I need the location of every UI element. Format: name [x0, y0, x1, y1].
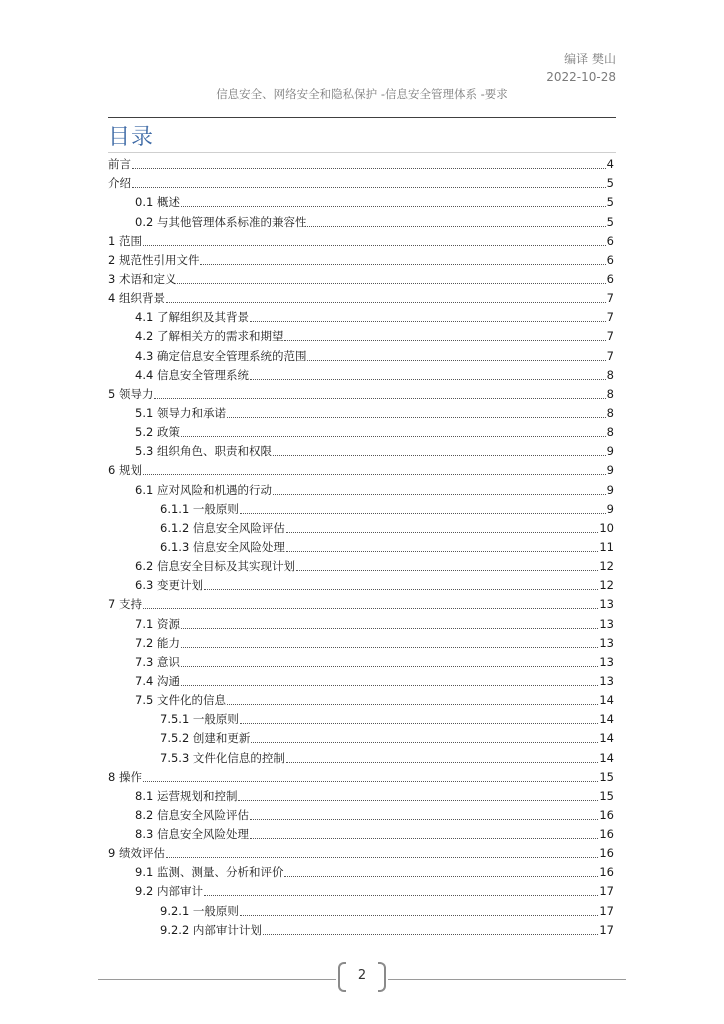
toc-dot-leader — [307, 226, 605, 227]
toc-dot-leader — [181, 685, 598, 686]
toc-dot-leader — [240, 723, 598, 724]
toc-entry-label: 4.1 了解组织及其背景 — [135, 310, 249, 325]
document-title-header: 信息安全、网络安全和隐私保护 -信息安全管理体系 -要求 — [216, 87, 508, 101]
toc-dot-leader — [143, 474, 606, 475]
toc-entry-page: 17 — [599, 922, 614, 937]
toc-entry-label: 介绍 — [108, 176, 131, 191]
toc-entry-page: 6 — [606, 252, 614, 267]
toc-dot-leader — [143, 608, 598, 609]
toc-entry[interactable] — [108, 748, 614, 767]
toc-entry-page: 13 — [599, 616, 614, 631]
toc-entry[interactable] — [108, 308, 614, 327]
toc-entry-label: 7.5.2 创建和更新 — [160, 731, 251, 746]
toc-entry-page: 9 — [606, 482, 614, 497]
toc-entry-label: 4.3 确定信息安全管理系统的范围 — [135, 348, 307, 363]
toc-dot-leader — [132, 168, 606, 169]
toc-entry-page: 9 — [606, 501, 614, 516]
toc-entry-page: 14 — [599, 731, 614, 746]
toc-entry-page: 5 — [606, 214, 614, 229]
toc-dot-leader — [273, 494, 606, 495]
toc-entry[interactable] — [108, 212, 614, 231]
toc-entry-label: 9.2 内部审计 — [135, 884, 203, 899]
toc-dot-leader — [166, 302, 606, 303]
toc-entry[interactable] — [108, 480, 614, 499]
toc-entry[interactable] — [108, 729, 614, 748]
toc-entry[interactable] — [108, 825, 614, 844]
header-date: 2022-10-28 — [546, 70, 616, 84]
toc-title-divider — [108, 152, 616, 153]
toc-dot-leader — [251, 742, 598, 743]
toc-entry[interactable] — [108, 289, 614, 308]
toc-dot-leader — [200, 264, 605, 265]
toc-entry-page: 8 — [606, 405, 614, 420]
toc-entry-page: 13 — [599, 654, 614, 669]
toc-entry[interactable] — [108, 787, 614, 806]
toc-entry[interactable] — [108, 576, 614, 595]
toc-entry-label: 7.3 意识 — [135, 654, 180, 669]
toc-entry[interactable] — [108, 882, 614, 901]
toc-dot-leader — [286, 762, 598, 763]
toc-dot-leader — [177, 283, 605, 284]
toc-title: 目录 — [108, 125, 155, 150]
toc-entry-label: 7.1 资源 — [135, 616, 180, 631]
toc-entry[interactable] — [108, 595, 614, 614]
toc-dot-leader — [263, 934, 598, 935]
toc-entry[interactable] — [108, 385, 614, 404]
toc-entry[interactable] — [108, 174, 614, 193]
toc-dot-leader — [240, 513, 606, 514]
toc-entry[interactable] — [108, 346, 614, 365]
page-number: 2 — [357, 968, 367, 983]
toc-dot-leader — [286, 532, 598, 533]
toc-dot-leader — [227, 417, 606, 418]
toc-dot-leader — [307, 360, 605, 361]
table-of-contents — [108, 155, 614, 940]
toc-entry[interactable] — [108, 710, 614, 729]
toc-entry-label: 1 范围 — [108, 233, 142, 248]
toc-entry-page: 15 — [599, 769, 614, 784]
toc-dot-leader — [181, 206, 606, 207]
toc-entry[interactable] — [108, 921, 614, 940]
toc-entry[interactable] — [108, 901, 614, 920]
toc-dot-leader — [154, 398, 605, 399]
toc-entry-label: 9.2.1 一般原则 — [160, 903, 239, 918]
toc-entry-label: 8 操作 — [108, 769, 142, 784]
toc-entry-label: 9 绩效评估 — [108, 846, 165, 861]
toc-entry-label: 7.2 能力 — [135, 635, 180, 650]
toc-entry-page: 13 — [599, 597, 614, 612]
toc-entry-page: 7 — [606, 291, 614, 306]
toc-entry-page: 17 — [599, 884, 614, 899]
toc-entry-page: 8 — [606, 386, 614, 401]
toc-entry[interactable] — [108, 806, 614, 825]
toc-entry-label: 6.1.3 信息安全风险处理 — [160, 539, 285, 554]
toc-entry[interactable] — [108, 500, 614, 519]
toc-entry-page: 14 — [599, 712, 614, 727]
toc-entry[interactable] — [108, 366, 614, 385]
toc-entry-label: 8.1 运营规划和控制 — [135, 788, 238, 803]
toc-entry-label: 6.2 信息安全目标及其实现计划 — [135, 559, 295, 574]
toc-entry-label: 7 支持 — [108, 597, 142, 612]
toc-entry-label: 7.4 沟通 — [135, 673, 180, 688]
toc-entry-page: 7 — [606, 310, 614, 325]
toc-entry-label: 2 规范性引用文件 — [108, 252, 200, 267]
toc-dot-leader — [143, 781, 598, 782]
toc-dot-leader — [250, 838, 598, 839]
header-divider — [108, 117, 616, 118]
toc-entry-label: 4.2 了解相关方的需求和期望 — [135, 329, 284, 344]
toc-dot-leader — [238, 800, 598, 801]
toc-entry-label: 4.4 信息安全管理系统 — [135, 367, 249, 382]
toc-entry-page: 16 — [599, 827, 614, 842]
toc-dot-leader — [284, 876, 598, 877]
toc-entry-label: 4 组织背景 — [108, 291, 165, 306]
toc-entry[interactable] — [108, 863, 614, 882]
toc-entry-label: 6 规划 — [108, 463, 142, 478]
toc-entry-label: 6.1 应对风险和机遇的行动 — [135, 482, 272, 497]
toc-entry-label: 5.2 政策 — [135, 425, 180, 440]
toc-entry[interactable] — [108, 691, 614, 710]
toc-dot-leader — [132, 187, 606, 188]
toc-entry-page: 8 — [606, 367, 614, 382]
footer-line-right — [388, 979, 626, 980]
toc-entry-page: 16 — [599, 807, 614, 822]
toc-dot-leader — [204, 895, 598, 896]
toc-dot-leader — [181, 628, 598, 629]
toc-entry-label: 8.3 信息安全风险处理 — [135, 827, 249, 842]
toc-dot-leader — [240, 915, 598, 916]
toc-entry[interactable] — [108, 614, 614, 633]
toc-entry-page: 13 — [599, 635, 614, 650]
toc-entry-page: 6 — [606, 271, 614, 286]
toc-entry[interactable] — [108, 538, 614, 557]
toc-entry[interactable] — [108, 232, 614, 251]
toc-entry-page: 17 — [599, 903, 614, 918]
toc-entry-label: 8.2 信息安全风险评估 — [135, 807, 249, 822]
toc-dot-leader — [181, 647, 598, 648]
toc-entry[interactable] — [108, 519, 614, 538]
toc-dot-leader — [250, 379, 606, 380]
toc-entry-page: 7 — [606, 348, 614, 363]
toc-entry-page: 16 — [599, 865, 614, 880]
toc-dot-leader — [204, 589, 598, 590]
toc-entry-label: 9.1 监测、测量、分析和评价 — [135, 865, 284, 880]
toc-entry[interactable] — [108, 423, 614, 442]
toc-entry[interactable] — [108, 327, 614, 346]
toc-dot-leader — [286, 551, 598, 552]
toc-entry-page: 13 — [599, 673, 614, 688]
toc-entry[interactable] — [108, 155, 614, 174]
toc-entry-label: 0.2 与其他管理体系标准的兼容性 — [135, 214, 307, 229]
page-number-bracket-right — [378, 962, 386, 992]
toc-entry-label: 0.1 概述 — [135, 195, 180, 210]
toc-entry-page: 5 — [606, 176, 614, 191]
page-header-meta — [546, 50, 616, 86]
toc-entry-label: 7.5 文件化的信息 — [135, 693, 226, 708]
page-number-bracket-left — [338, 962, 346, 992]
toc-entry[interactable] — [108, 461, 614, 480]
toc-entry[interactable] — [108, 251, 614, 270]
toc-entry[interactable] — [108, 193, 614, 212]
toc-entry[interactable] — [108, 768, 614, 787]
toc-entry-page: 14 — [599, 750, 614, 765]
toc-entry-page: 7 — [606, 329, 614, 344]
toc-dot-leader — [273, 455, 606, 456]
toc-entry-label: 5.3 组织角色、职责和权限 — [135, 444, 272, 459]
toc-dot-leader — [250, 321, 606, 322]
toc-entry-page: 5 — [606, 195, 614, 210]
toc-entry-page: 14 — [599, 693, 614, 708]
toc-entry[interactable] — [108, 653, 614, 672]
translator-credit: 编译 樊山 — [564, 52, 616, 66]
toc-dot-leader — [143, 245, 606, 246]
toc-entry-page: 11 — [599, 539, 614, 554]
toc-entry-page: 15 — [599, 788, 614, 803]
toc-entry[interactable] — [108, 404, 614, 423]
toc-entry-page: 9 — [606, 444, 614, 459]
toc-entry-label: 6.1.1 一般原则 — [160, 501, 239, 516]
toc-entry-label: 6.1.2 信息安全风险评估 — [160, 520, 285, 535]
toc-entry-label: 5.1 领导力和承诺 — [135, 405, 226, 420]
toc-dot-leader — [166, 857, 598, 858]
toc-dot-leader — [181, 436, 606, 437]
toc-entry-label: 9.2.2 内部审计计划 — [160, 922, 262, 937]
toc-dot-leader — [296, 570, 598, 571]
toc-entry-page: 10 — [599, 520, 614, 535]
toc-entry-label: 7.5.1 一般原则 — [160, 712, 239, 727]
toc-entry-page: 16 — [599, 846, 614, 861]
toc-entry-page: 12 — [599, 578, 614, 593]
toc-entry-label: 3 术语和定义 — [108, 271, 177, 286]
toc-dot-leader — [284, 340, 605, 341]
toc-entry-label: 7.5.3 文件化信息的控制 — [160, 750, 285, 765]
toc-entry-page: 9 — [606, 463, 614, 478]
toc-entry[interactable] — [108, 672, 614, 691]
toc-entry[interactable] — [108, 270, 614, 289]
toc-entry-page: 8 — [606, 425, 614, 440]
toc-entry-label: 6.3 变更计划 — [135, 578, 203, 593]
toc-entry-label: 5 领导力 — [108, 386, 154, 401]
toc-entry-page: 4 — [606, 157, 614, 172]
toc-dot-leader — [227, 704, 598, 705]
toc-entry[interactable] — [108, 634, 614, 653]
toc-entry-page: 6 — [606, 233, 614, 248]
toc-dot-leader — [250, 819, 598, 820]
toc-entry-label: 前言 — [108, 157, 131, 172]
toc-entry[interactable] — [108, 844, 614, 863]
toc-entry[interactable] — [108, 557, 614, 576]
footer-line-left — [98, 979, 336, 980]
toc-dot-leader — [181, 666, 598, 667]
toc-entry[interactable] — [108, 442, 614, 461]
toc-entry-page: 12 — [599, 559, 614, 574]
